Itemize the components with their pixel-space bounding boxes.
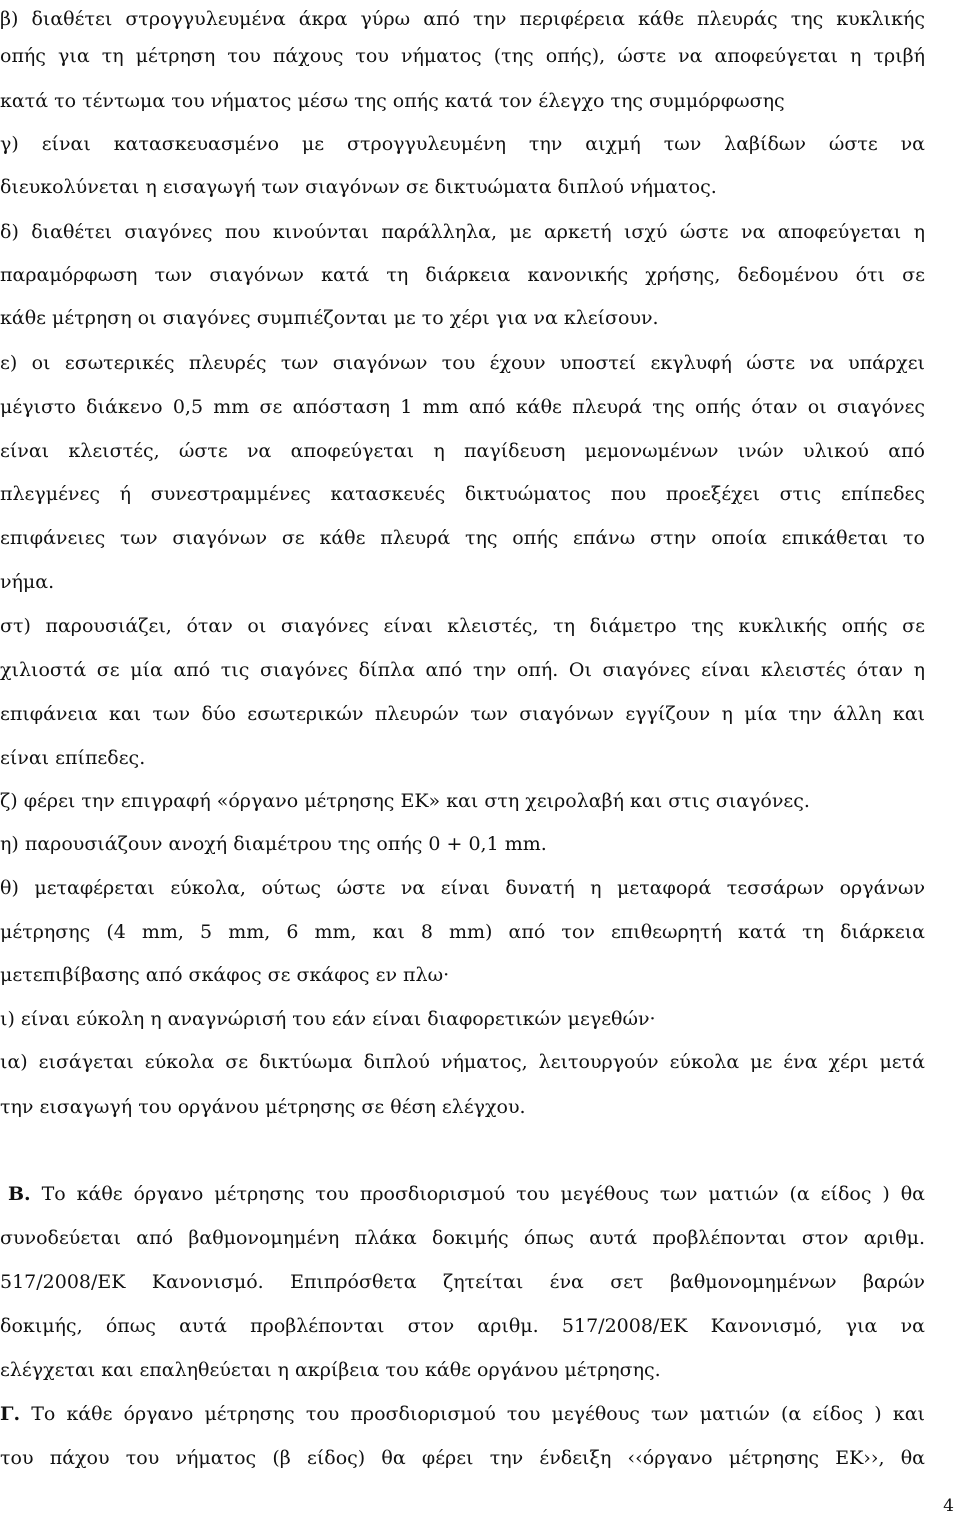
paragraph-theta-line-1: θ) μεταφέρεται εύκολα, ούτως ώστε να είναι δυνατή η μεταφορά τεσσάρων οργάνων (0, 877, 925, 899)
paragraph-epsilon-line-5: επιφάνειες των σιαγόνων σε κάθε πλευρά της οπής επάνω στην οποία επικάθεται το (0, 527, 925, 549)
paragraph-beta-line-2: οπής για τη μέτρηση του πάχους του νήματος (της οπής), ώστε να αποφεύγεται η τριβή (0, 45, 925, 67)
paragraph-delta-line-1: δ) διαθέτει σιαγόνες που κινούνται παράλληλα, με αρκετή ισχύ ώστε να αποφεύγεται η (0, 221, 925, 243)
paragraph-epsilon-line-1: ε) οι εσωτερικές πλευρές των σιαγόνων του έχουν υποστεί εκγλυφή ώστε να υπάρχει (0, 352, 925, 374)
section-g-label: Γ. (0, 1403, 21, 1425)
paragraph-epsilon-line-3: είναι κλειστές, ώστε να αποφεύγεται η παγίδευση μεμονωμένων ινών υλικού από (0, 440, 925, 462)
page-number: 4 (943, 1496, 954, 1516)
paragraph-zeta-line-1: ζ) φέρει την επιγραφή «όργανο μέτρησης ΕΚ» και στη χειρολαβή και στις σιαγόνες. (0, 790, 810, 812)
paragraph-iota-line-1: ι) είναι εύκολη η αναγνώρισή του εάν είναι διαφορετικών μεγεθών· (0, 1008, 656, 1030)
section-g-line-1 (0, 1402, 925, 1426)
paragraph-delta-line-2: παραμόρφωση των σιαγόνων κατά τη διάρκεια κανονικής χρήσης, δεδομένου ότι σε (0, 264, 925, 286)
paragraph-theta-line-2: μέτρησης (4 mm, 5 mm, 6 mm, και 8 mm) από τον επιθεωρητή κατά τη διάρκεια (0, 921, 925, 943)
paragraph-stigma-line-4: είναι επίπεδες. (0, 747, 146, 769)
paragraph-epsilon-line-2: μέγιστο διάκενο 0,5 mm σε απόσταση 1 mm από κάθε πλευρά της οπής όταν οι σιαγόνες (0, 396, 925, 418)
paragraph-eta-line-1: η) παρουσιάζουν ανοχή διαμέτρου της οπής 0 + 0,1 mm. (0, 833, 547, 855)
section-g-line-1-text: Το κάθε όργανο μέτρησης του προσδιορισμού του μεγέθους των ματιών (α είδος ) και (20, 1403, 925, 1425)
paragraph-epsilon-line-4: πλεγμένες ή συνεστραμμένες κατασκευές δικτυώματος που προεξέχει στις επίπεδες (0, 483, 925, 505)
section-b-line-2: συνοδεύεται από βαθμονομημένη πλάκα δοκιμής όπως αυτά προβλέπονται στον αριθμ. (0, 1227, 925, 1249)
paragraph-gamma-line-1: γ) είναι κατασκευασμένο με στρογγυλευμένη την αιχμή των λαβίδων ώστε να (0, 133, 925, 155)
paragraph-delta-line-3: κάθε μέτρηση οι σιαγόνες συμπιέζονται με το χέρι για να κλείσουν. (0, 307, 659, 329)
paragraph-iota-alpha-line-1: ια) εισάγεται εύκολα σε δικτύωμα διπλού νήματος, λειτουργούν εύκολα με ένα χέρι μετά (0, 1051, 925, 1073)
paragraph-iota-alpha-line-2: την εισαγωγή του οργάνου μέτρησης σε θέση ελέγχου. (0, 1096, 526, 1118)
paragraph-stigma-line-3: επιφάνεια και των δύο εσωτερικών πλευρών των σιαγόνων εγγίζουν η μία την άλλη και (0, 703, 925, 725)
section-b-label: Β. (8, 1183, 31, 1205)
paragraph-gamma-line-2: διευκολύνεται η εισαγωγή των σιαγόνων σε δικτυώματα διπλού νήματος. (0, 176, 717, 198)
paragraph-stigma-line-2: χιλιοστά σε μία από τις σιαγόνες δίπλα από την οπή. Οι σιαγόνες είναι κλειστές όταν η (0, 659, 925, 681)
section-g-line-2: του πάχου του νήματος (β είδος) θα φέρει την ένδειξη ‹‹όργανο μέτρησης ΕΚ››, θα (0, 1447, 925, 1469)
section-b-line-3: 517/2008/ΕΚ Κανονισμό. Επιπρόσθετα ζητείται ένα σετ βαθμονομημένων βαρών (0, 1271, 925, 1293)
paragraph-beta-line-3: κατά το τέντωμα του νήματος μέσω της οπής κατά τον έλεγχο της συμμόρφωσης (0, 90, 785, 112)
paragraph-epsilon-line-6: νήμα. (0, 571, 55, 593)
section-b-line-1 (0, 1182, 925, 1206)
paragraph-beta-line-1: β) διαθέτει στρογγυλευμένα άκρα γύρω από την περιφέρεια κάθε πλευράς της κυκλικής (0, 8, 925, 30)
section-b-line-4: δοκιμής, όπως αυτά προβλέπονται στον αριθμ. 517/2008/ΕΚ Κανονισμό, για να (0, 1315, 925, 1337)
section-b-line-5: ελέγχεται και επαληθεύεται η ακρίβεια του κάθε οργάνου μέτρησης. (0, 1359, 661, 1381)
section-b-line-1-text: Το κάθε όργανο μέτρησης του προσδιορισμού του μεγέθους των ματιών (α είδος ) θα (30, 1183, 925, 1205)
paragraph-stigma-line-1: στ) παρουσιάζει, όταν οι σιαγόνες είναι κλειστές, τη διάμετρο της κυκλικής οπής σε (0, 615, 925, 637)
paragraph-theta-line-3: μετεπιβίβασης από σκάφος σε σκάφος εν πλω· (0, 964, 450, 986)
